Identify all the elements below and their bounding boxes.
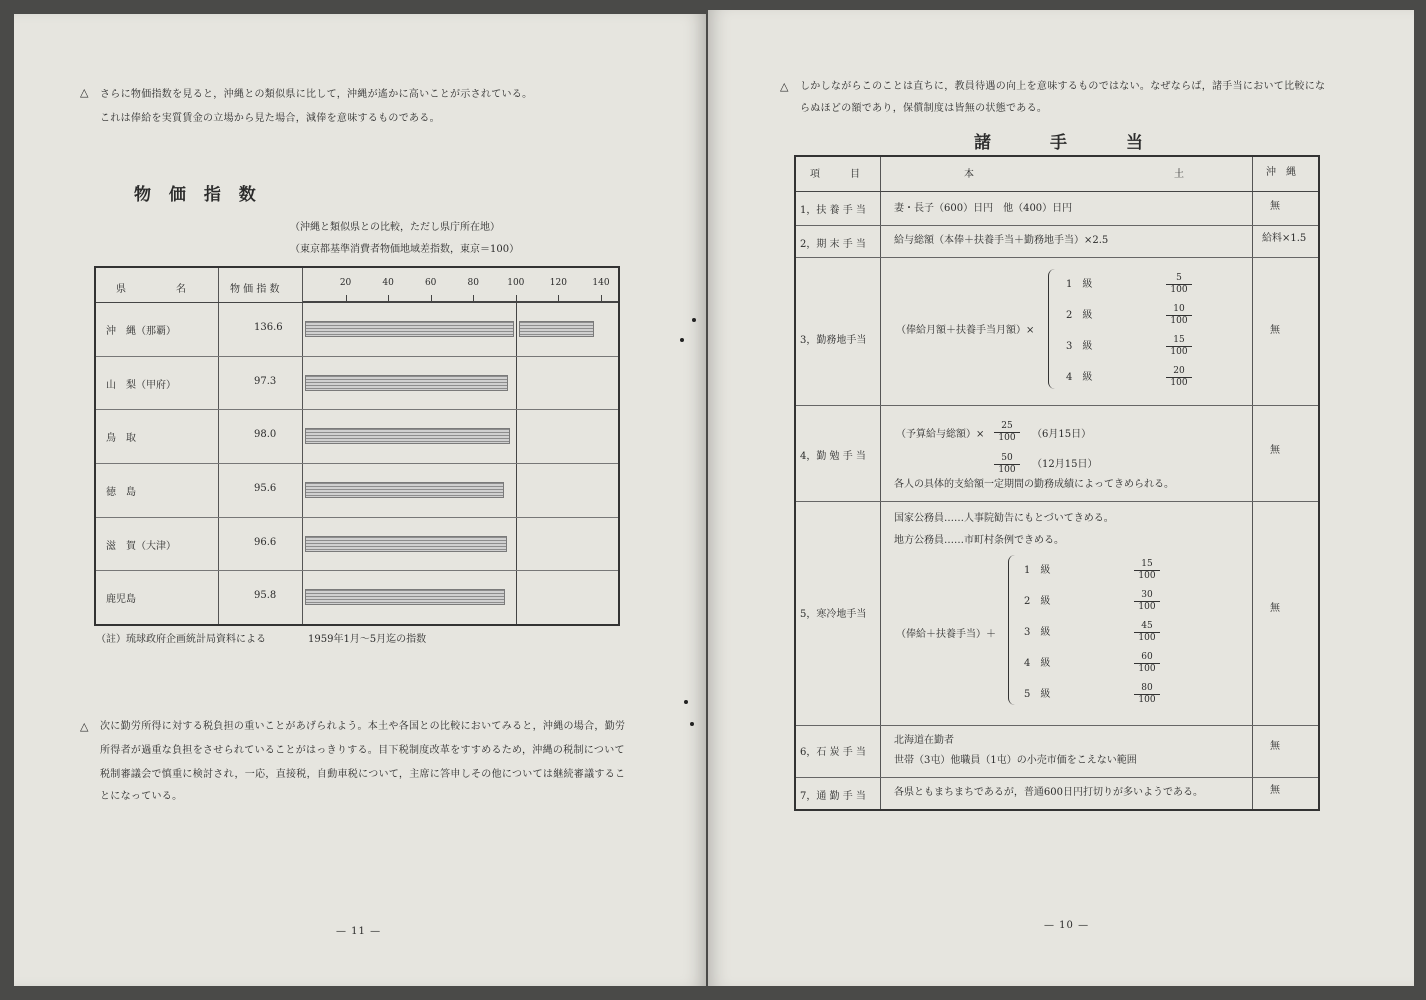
header-price-index: 物 価 指 数 — [230, 284, 280, 295]
triangle-bullet: △ — [780, 80, 789, 93]
row-content: 地方公務員……市町村条例できめる。 — [894, 535, 1064, 546]
tick-label: 60 — [424, 278, 437, 288]
grade-list — [1024, 559, 1244, 709]
chart-rows — [96, 268, 618, 624]
prefecture-label: 徳 島 — [106, 486, 136, 498]
chart-subtitle-1: （沖縄と類似県との比較，ただし県庁所在地） — [290, 222, 500, 233]
header-item: 項 目 — [810, 169, 860, 180]
fraction: $\frac{30}{100}$ — [1134, 590, 1160, 613]
tick-label: 100 — [507, 278, 525, 288]
fraction: $\frac{5}{100}$ — [1166, 273, 1192, 296]
row-divider — [796, 405, 1318, 406]
row-content: 妻・長子（600）日円 他（400）日円 — [894, 203, 1073, 214]
chart-title: 物 価 指 数 — [134, 185, 262, 205]
right-page — [708, 10, 1414, 986]
row-divider — [796, 725, 1318, 726]
tick-label: 80 — [467, 278, 479, 288]
prefecture-label: 鳥 取 — [106, 433, 136, 445]
left-intro-line-1: さらに物価指数を見ると，沖縄との類似県に比して，沖縄が遙かに高いことが示されている。 — [100, 89, 533, 100]
fraction: $\frac{10}{100}$ — [1166, 304, 1192, 327]
item-label: 4，勤 勉 手 当 — [800, 451, 866, 462]
date-label: （12月15日） — [1032, 459, 1098, 470]
allowances-title: 諸 手 当 — [974, 133, 1145, 153]
fraction: $\frac{15}{100}$ — [1166, 335, 1192, 358]
fraction: $\frac{80}{100}$ — [1134, 683, 1160, 706]
row-divider — [796, 225, 1318, 226]
price-index-value: 136.6 — [254, 321, 283, 333]
okinawa-value: 無 — [1270, 325, 1280, 336]
left-lower-line-4: とになっている。 — [100, 791, 183, 802]
grade-label: 2 級 — [1066, 310, 1093, 321]
fraction: $\frac{20}{100}$ — [1166, 366, 1192, 389]
row-divider — [796, 191, 1318, 192]
row-content: 各県ともまちまちであるが，普通600日円打切りが多いようである。 — [894, 787, 1203, 798]
prefecture-label: 山 梨（甲府） — [106, 379, 176, 391]
grade-list — [1066, 273, 1246, 393]
price-index-value: 96.6 — [254, 536, 277, 548]
row-divider — [96, 356, 618, 357]
staple-hole — [692, 318, 696, 322]
brace — [1008, 555, 1015, 705]
row-divider — [96, 463, 618, 464]
item-label: 5，寒冷地手当 — [800, 609, 867, 620]
item-label: 2，期 末 手 当 — [800, 239, 866, 250]
row-divider — [96, 570, 618, 571]
fraction: $\frac{25}{100}$ — [994, 421, 1020, 444]
price-index-value: 95.6 — [254, 482, 277, 494]
okinawa-value: 無 — [1270, 785, 1280, 796]
item-label: 1，扶 養 手 当 — [800, 205, 866, 216]
prefecture-label: 沖 縄（那覇） — [106, 325, 176, 337]
header-mainland-1: 本 — [964, 169, 974, 180]
right-intro-line-1: しかしながらこのことは直ちに，教員待遇の向上を意味するものではない。なぜならば，諸手当において比較にな — [800, 81, 1326, 92]
left-page — [14, 14, 706, 986]
tick-label: 20 — [339, 278, 352, 288]
grade-label: 3 級 — [1024, 627, 1051, 638]
grade-label: 5 級 — [1024, 689, 1051, 700]
left-lower-line-2: 所得者が過重な負担をさせられていることがはっきりする。目下税制度改革をすすめるため，沖縄の税制について — [100, 745, 625, 756]
row-divider — [796, 501, 1318, 502]
row-divider — [96, 409, 618, 410]
fraction: $\frac{50}{100}$ — [994, 453, 1020, 476]
col-divider — [880, 157, 881, 809]
triangle-bullet: △ — [80, 720, 89, 733]
chart-subtitle-2: （東京都基準消費者物価地域差指数，東京＝100） — [290, 244, 520, 255]
grade-label: 1 級 — [1024, 565, 1051, 576]
header-prefecture: 県 名 — [116, 284, 186, 295]
price-index-value: 95.8 — [254, 590, 277, 602]
fraction: $\frac{15}{100}$ — [1134, 559, 1160, 582]
item-label: 6，石 炭 手 当 — [800, 747, 866, 758]
item-label: 3，勤務地手当 — [800, 335, 867, 346]
brace — [1048, 269, 1055, 389]
row-content: 国家公務員……人事院勧告にもとづいてきめる。 — [894, 513, 1114, 524]
left-lower-line-3: 税制審議会で慎重に検討され，一応，直接税，自動車税について，主席に答申しその他については継続審議するこ — [100, 769, 626, 780]
date-label: （6月15日） — [1032, 429, 1092, 440]
page-number-right: — 10 — — [1044, 920, 1090, 931]
tick-label: 140 — [592, 278, 610, 288]
page-number-left: — 11 — — [336, 926, 382, 937]
row-content: 北海道在勤者 — [894, 735, 954, 746]
row-divider — [796, 257, 1318, 258]
staple-hole — [684, 700, 688, 704]
row-content: 給与総額（本俸＋扶養手当＋勤務地手当）×2.5 — [894, 235, 1109, 246]
formula-prefix: （予算給与総額）× — [896, 429, 985, 440]
fraction: $\frac{45}{100}$ — [1134, 621, 1160, 644]
grade-label: 4 級 — [1024, 658, 1051, 669]
tick-label: 120 — [549, 278, 567, 288]
tick-label: 40 — [382, 278, 394, 288]
header-mainland-2: 土 — [1174, 169, 1184, 180]
col-divider — [1252, 157, 1253, 809]
price-index-value: 97.3 — [254, 375, 277, 387]
okinawa-value: 無 — [1270, 201, 1280, 212]
triangle-bullet: △ — [80, 86, 89, 99]
grade-label: 3 級 — [1066, 341, 1093, 352]
fraction: $\frac{60}{100}$ — [1134, 652, 1160, 675]
grade-label: 1 級 — [1066, 279, 1093, 290]
source-note: （註）琉球政府企画統計局資料による — [96, 634, 266, 645]
row-divider — [796, 777, 1318, 778]
period-note: 1959年1月～5月迄の指数 — [308, 634, 427, 645]
row-content: （俸給月額＋扶養手当月額）× — [896, 325, 1035, 336]
grade-label: 4 級 — [1066, 372, 1093, 383]
left-intro-line-2: これは俸給を実質賃金の立場から見た場合，減俸を意味するものである。 — [100, 113, 440, 124]
allowances-table — [794, 155, 1320, 811]
prefecture-label: 鹿児島 — [106, 594, 136, 606]
item-label: 7，通 勤 手 当 — [800, 791, 866, 802]
okinawa-value: 給料×1.5 — [1262, 233, 1307, 244]
row-content: 各人の具体的支給額一定期間の勤務成績によってきめられる。 — [894, 479, 1174, 490]
header-okinawa: 沖 縄 — [1266, 167, 1296, 178]
grade-label: 2 級 — [1024, 596, 1051, 607]
staple-hole — [690, 722, 694, 726]
staple-hole — [680, 338, 684, 342]
okinawa-value: 無 — [1270, 741, 1280, 752]
price-index-chart — [94, 266, 620, 626]
row-content: 世帯（3屯）他職員（1屯）の小売市価をこえない範囲 — [894, 755, 1137, 766]
okinawa-value: 無 — [1270, 445, 1280, 456]
left-lower-line-1: 次に勤労所得に対する税負担の重いことがあげられよう。本土や各国との比較においてみると，沖縄の場合，勤労 — [100, 721, 626, 732]
row-divider — [96, 517, 618, 518]
right-intro-line-2: らぬほどの額であり，保償制度は皆無の状態である。 — [800, 103, 1048, 114]
okinawa-value: 無 — [1270, 603, 1280, 614]
prefecture-label: 滋 賀（大津） — [106, 540, 176, 552]
price-index-value: 98.0 — [254, 429, 277, 441]
formula: （俸給＋扶養手当）＋ — [896, 629, 996, 640]
